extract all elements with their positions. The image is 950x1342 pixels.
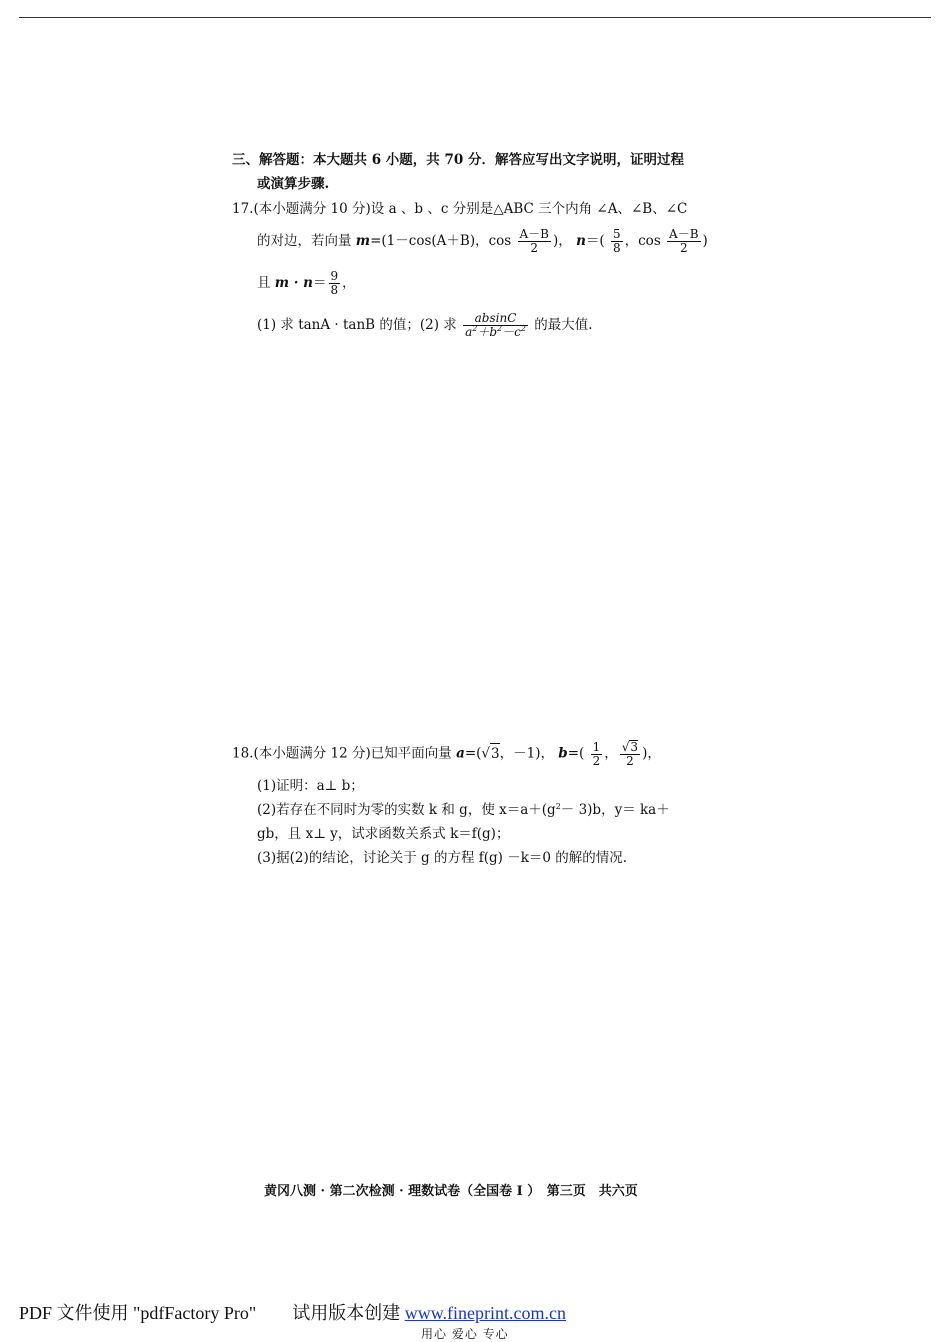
fraction-absinc-denominator: $a^2+b^2-c^2$ bbox=[465, 324, 526, 339]
sqrt-three: 3 bbox=[490, 743, 500, 764]
exam-footer: 黄冈八测 · 第二次检测 · 理数试卷（全国卷 I ） 第三页 共六页 bbox=[264, 1184, 638, 1199]
m-close: )， bbox=[553, 233, 572, 249]
q18-intro: 已知平面向量 bbox=[370, 745, 452, 762]
vector-b: b bbox=[558, 745, 568, 762]
fraction-sqrt3-over-2: $\frac{√3}{2}$ bbox=[621, 740, 639, 768]
b-close: )， bbox=[642, 745, 661, 762]
fraction-nine-eighths: $\frac{9}{8}$ bbox=[330, 269, 339, 297]
q17-part2-suffix: 的最大值. bbox=[534, 317, 593, 333]
slogan: 用心 爱心 专心 bbox=[421, 1327, 509, 1341]
section-heading bbox=[232, 150, 684, 170]
q17-line3-prefix: 且 bbox=[257, 275, 271, 291]
fraction-absinc: $\frac{absinC}{a^2+b^2-c^2}$ bbox=[465, 311, 526, 339]
vector-a: a bbox=[456, 745, 465, 762]
top-rule bbox=[19, 17, 931, 18]
q17-intro: 设 a 、b 、c 分别是△ABC 三个内角 ∠A、∠B、∠C bbox=[370, 201, 688, 217]
fineprint-link[interactable]: www.fineprint.com.cn bbox=[404, 1303, 566, 1323]
q18-part1: (1)证明：a⊥ b； bbox=[257, 778, 364, 794]
pdf-note: PDF 文件使用 "pdfFactory Pro" bbox=[19, 1303, 257, 1323]
pdf-watermark bbox=[19, 1299, 566, 1325]
section-heading-line1: 三、解答题：本大题共 6 小题，共 70 分．解答应写出文字说明，证明过程 bbox=[232, 152, 684, 168]
q18-part3: (3)据(2)的结论，讨论关于 g 的方程 f(g) －k＝0 的解的情况. bbox=[257, 850, 628, 866]
q17-line1 bbox=[232, 199, 687, 219]
q17-score: (本小题满分 10 分) bbox=[253, 201, 371, 217]
a-equation: =( bbox=[464, 745, 482, 762]
b-equation: =( bbox=[567, 745, 585, 762]
fraction-one-half: $\frac{1}{2}$ bbox=[592, 739, 601, 768]
fraction-a-minus-b: $\frac{A-B}{2}$ bbox=[519, 227, 549, 255]
q18-part2-line2: gb，且 x⊥ y，试求函数关系式 k＝f(g)； bbox=[257, 826, 510, 842]
q17-line3 bbox=[257, 270, 356, 297]
fraction-five-eighths: $\frac{5}{8}$ bbox=[612, 227, 621, 255]
q18-number: 18. bbox=[232, 745, 254, 762]
n-cos: ，cos bbox=[624, 233, 661, 249]
sqrt-icon: √ bbox=[481, 745, 491, 762]
fraction-a-minus-b-2: $\frac{A-B}{2}$ bbox=[669, 227, 699, 255]
a-rest: ，－1)， bbox=[499, 745, 554, 762]
sqrt-icon: √ bbox=[621, 740, 630, 754]
q18-line1 bbox=[232, 740, 661, 768]
q17-line2 bbox=[257, 228, 708, 255]
b-comma: ， bbox=[604, 745, 618, 762]
n-equation: ＝( bbox=[585, 233, 605, 249]
dot-product: m · n bbox=[274, 275, 313, 291]
q18-part2-line1: (2)若存在不同时为零的实数 k 和 g，使 $x=a+(g^2- 3)b$，y＝ ka＋ bbox=[257, 802, 670, 818]
q17-line2-prefix: 的对边，若向量 bbox=[257, 233, 352, 249]
trial-note: 试用版本创建 bbox=[292, 1303, 401, 1323]
q17-number: 17. bbox=[232, 201, 254, 217]
q17-line3-suffix: ， bbox=[342, 275, 356, 291]
n-close: ) bbox=[702, 233, 708, 249]
section-heading-line2: 或演算步骤. bbox=[257, 176, 330, 192]
m-equation: =(1－cos(A＋B)，cos bbox=[370, 233, 512, 249]
q17-part1: (1) 求 tanA · tanB 的值；(2) 求 bbox=[257, 317, 457, 333]
vector-n: n bbox=[576, 233, 586, 249]
q17-parts bbox=[257, 312, 593, 339]
section-heading-2 bbox=[257, 174, 329, 194]
equals: ＝ bbox=[313, 275, 327, 291]
vector-m: m bbox=[355, 233, 371, 249]
q18-score: (本小题满分 12 分) bbox=[253, 745, 371, 762]
